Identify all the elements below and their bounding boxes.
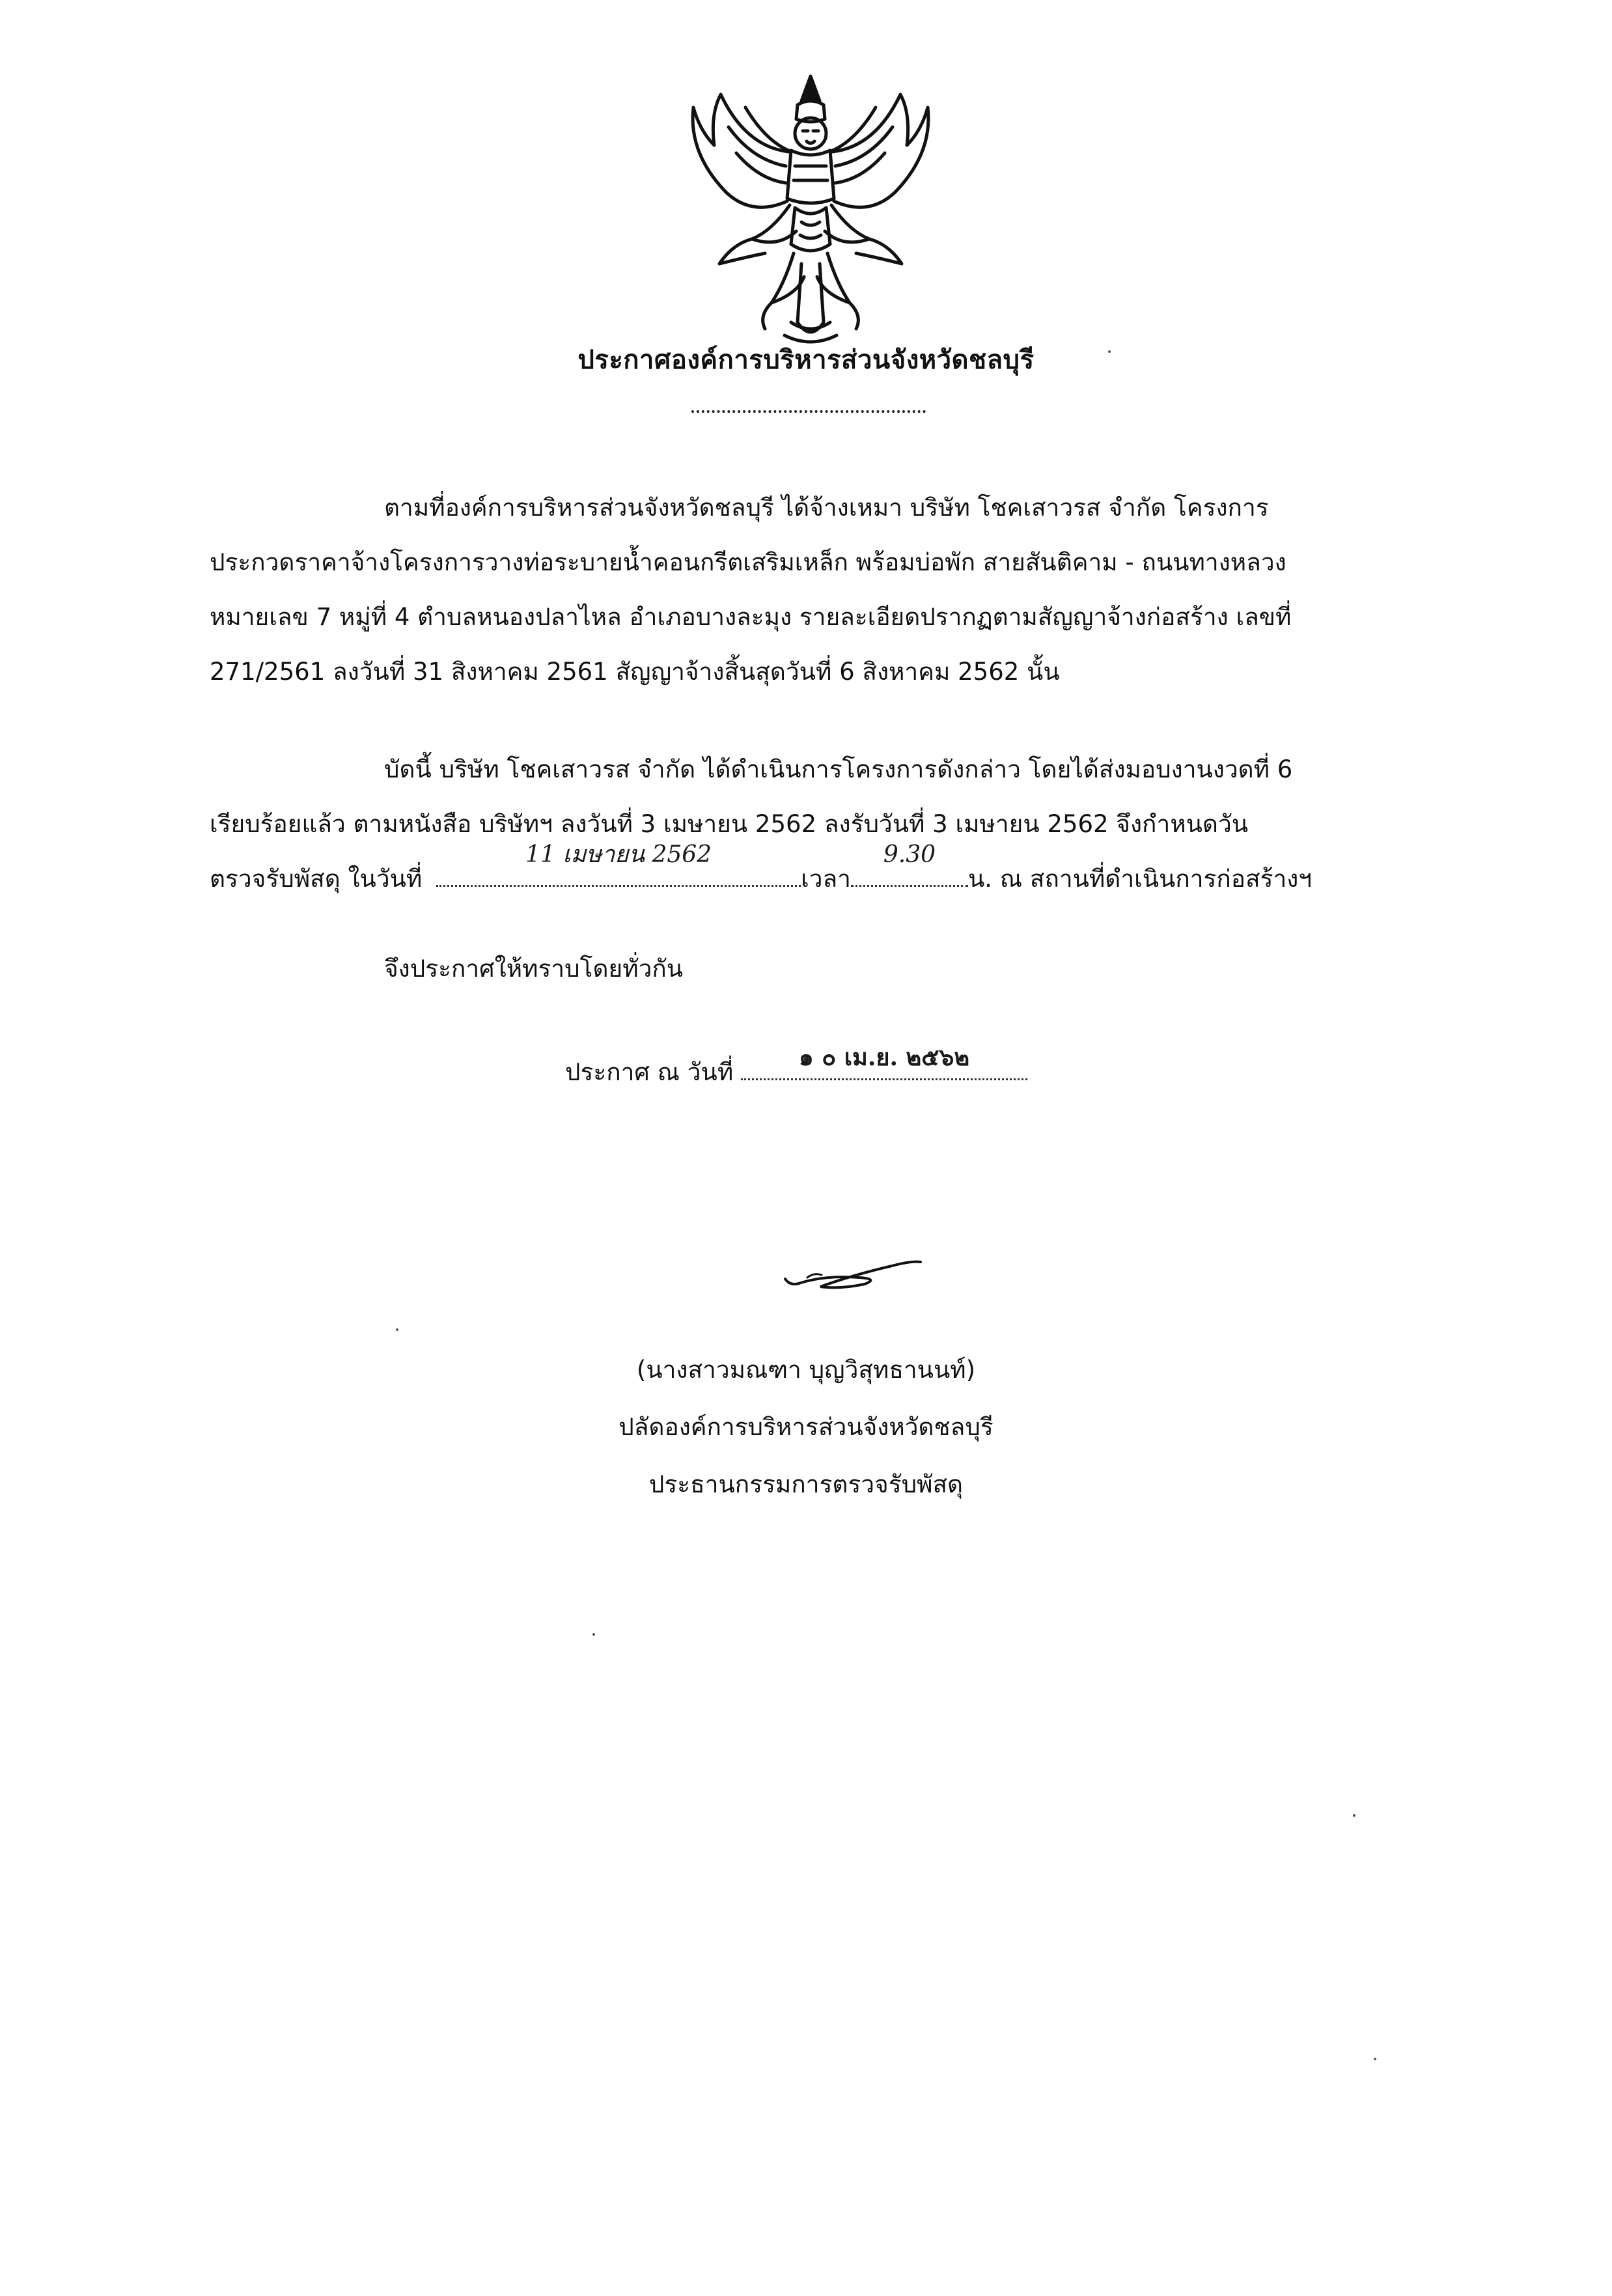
signatory-name: (นางสาวมณฑา บุญวิสุทธานนท์) bbox=[636, 1356, 976, 1384]
signatory-role: ประธานกรรมการตรวจรับพัสดุ bbox=[648, 1470, 964, 1498]
inspection-time-handwritten: 9.30 bbox=[883, 841, 936, 868]
scan-speck bbox=[1374, 2058, 1376, 2060]
paragraph-line: บัดนี้ บริษัท โชคเสาวรส จำกัด ได้ดำเนินการโครงการดังกล่าว โดยได้ส่งมอบงานงวดที่ 6 bbox=[384, 755, 1293, 783]
time-label: เวลา bbox=[801, 865, 851, 893]
paragraph-line: ประกวดราคาจ้างโครงการวางท่อระบายน้ำคอนกรีตเสริมเหล็ก พร้อมบ่อพัก สายสันติคาม - ถนนทางหลวง bbox=[210, 548, 1286, 576]
paragraph-delivery bbox=[210, 742, 1401, 906]
announcement-date bbox=[565, 1044, 1027, 1091]
announcement-title: ประกาศองค์การบริหารส่วนจังหวัดชลบุรี bbox=[577, 345, 1035, 375]
signatory-block bbox=[0, 1341, 1612, 1513]
scan-speck bbox=[396, 1328, 398, 1331]
title-divider bbox=[691, 410, 926, 413]
announcement-date-stamp: ๑ ๐ เม.ย. ๒๕๖๒ bbox=[798, 1044, 970, 1071]
paragraph-contract bbox=[210, 481, 1401, 699]
scan-speck bbox=[1353, 1814, 1355, 1817]
paragraph-closing bbox=[210, 942, 1401, 996]
paragraph-line: เรียบร้อยแล้ว ตามหนังสือ บริษัทฯ ลงวันที่ 3 เมษายน 2562 ลงรับวันที่ 3 เมษายน 2562 จึงกำหนดวัน bbox=[210, 810, 1249, 838]
scan-speck bbox=[1108, 350, 1111, 353]
paragraph-line: 271/2561 ลงวันที่ 31 สิงหาคม 2561 สัญญาจ้างสิ้นสุดวันที่ 6 สิงหาคม 2562 นั้น bbox=[210, 658, 1060, 686]
inspection-location-text: น. ณ สถานที่ดำเนินการก่อสร้างฯ bbox=[967, 865, 1313, 893]
inspection-time-field bbox=[851, 841, 968, 887]
inspection-date-field bbox=[436, 841, 801, 887]
announcement-date-label: ประกาศ ณ วันที่ bbox=[565, 1058, 734, 1086]
garuda-emblem-icon bbox=[674, 68, 947, 348]
paragraph-line bbox=[210, 841, 1401, 906]
inspection-date-prefix: ตรวจรับพัสดุ ในวันที่ bbox=[210, 865, 423, 893]
announcement-date-field bbox=[741, 1044, 1027, 1080]
signatory-position: ปลัดองค์การบริหารส่วนจังหวัดชลบุรี bbox=[618, 1413, 994, 1441]
inspection-date-handwritten: 11 เมษายน 2562 bbox=[525, 841, 712, 868]
paragraph-line: จึงประกาศให้ทราบโดยทั่วกัน bbox=[384, 955, 684, 983]
handwritten-signature-icon bbox=[781, 1249, 924, 1301]
scan-speck bbox=[592, 1633, 595, 1636]
paragraph-line: ตามที่องค์การบริหารส่วนจังหวัดชลบุรี ได้จ้างเหมา บริษัท โชคเสาวรส จำกัด โครงการ bbox=[384, 494, 1269, 522]
paragraph-line: หมายเลข 7 หมู่ที่ 4 ตำบลหนองปลาไหล อำเภอบางละมุง รายละเอียดปรากฏตามสัญญาจ้างก่อสร้าง เลขที่ bbox=[210, 603, 1292, 631]
